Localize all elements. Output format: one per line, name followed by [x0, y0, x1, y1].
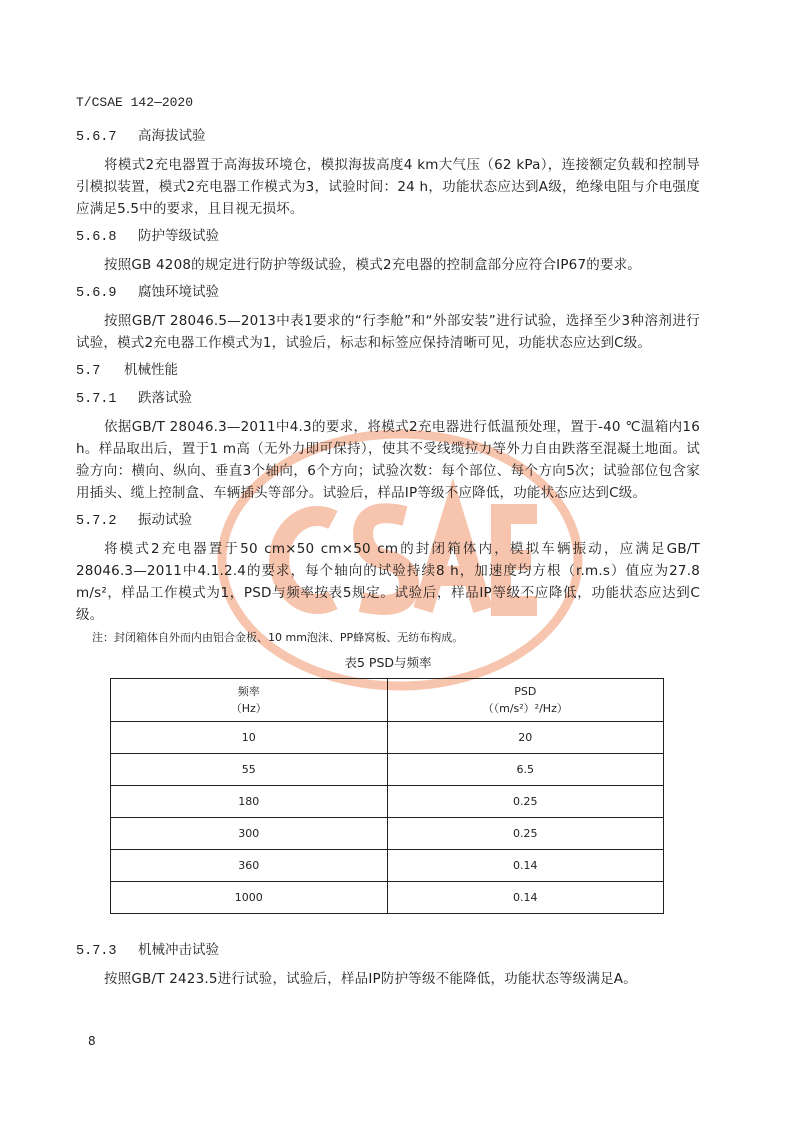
- cell-psd: 0.25: [387, 818, 664, 850]
- table-row: [111, 850, 664, 882]
- paragraph: 按照GB 4208的规定进行防护等级试验，模式2充电器的控制盒部分应符合IP67的要求。: [104, 257, 642, 273]
- header-frequency: 频率 （Hz）: [111, 679, 388, 722]
- psd-frequency-table: [110, 678, 664, 914]
- cell-psd: 0.14: [387, 882, 664, 914]
- note: 注：封闭箱体自外而内由铝合金板、10 mm泡沫、PP蜂窝板、无纺布构成。: [92, 631, 464, 644]
- paragraph: 将模式2充电器置于高海拔环境仓，模拟海拔高度4 km大气压（62 kPa），连接额定负载和控制导引模拟装置，模式2充电器工作模式为3，试验时间：24 h，功能状态应达到A级，绝缘电阻与介电强度应满足5.5中的要求，且目视无损坏。: [76, 157, 700, 217]
- cell-frequency: 180: [111, 786, 388, 818]
- page-number: 8: [88, 1034, 96, 1048]
- section-heading: 5.7.1 跌落试验: [76, 390, 192, 407]
- paragraph: 按照GB/T 28046.5—2013中表1要求的“行李舱”和“外部安装”进行试验，选择至少3种溶剂进行试验，模式2充电器工作模式为1，试验后，标志和标签应保持清晰可见，功能状态应达到C级。: [76, 313, 700, 351]
- table-row: [111, 722, 664, 754]
- table-row: [111, 818, 664, 850]
- paragraph: 依据GB/T 28046.3—2011中4.3的要求，将模式2充电器进行低温预处理，置于-40 ℃温箱内16 h。样品取出后，置于1 m高（无外力即可保持），使其不受线缆拉力等外力自由跌落至混凝土地面。试验方向：横向、纵向、垂直3个轴向，6个方向；试验次数：每个部位、每个方向5次；试验部位包含家用插头、缆上控制盒、车辆插头等部分。试验后，样品IP等级不应降低，功能状态应达到C级。: [76, 419, 700, 501]
- section-heading: 5.7.2 振动试验: [76, 512, 192, 529]
- section-heading: 5.6.9 腐蚀环境试验: [76, 284, 219, 301]
- section-heading: 5.7.3 机械冲击试验: [76, 942, 219, 959]
- table-row: [111, 754, 664, 786]
- header-psd: PSD （（m/s²）²/Hz）: [387, 679, 664, 722]
- section-heading: 5.6.7 高海拔试验: [76, 128, 206, 145]
- cell-psd: 6.5: [387, 754, 664, 786]
- cell-frequency: 55: [111, 754, 388, 786]
- cell-frequency: 360: [111, 850, 388, 882]
- document-header: T/CSAE 142—2020: [76, 95, 194, 110]
- table-row: [111, 882, 664, 914]
- table-caption: 表5 PSD与频率: [344, 655, 432, 670]
- cell-psd: 20: [387, 722, 664, 754]
- cell-frequency: 1000: [111, 882, 388, 914]
- document-body: [76, 94, 700, 994]
- section-heading: 5.7 机械性能: [76, 362, 178, 379]
- table-row: [111, 786, 664, 818]
- cell-frequency: 10: [111, 722, 388, 754]
- cell-psd: 0.14: [387, 850, 664, 882]
- cell-frequency: 300: [111, 818, 388, 850]
- cell-psd: 0.25: [387, 786, 664, 818]
- paragraph: 按照GB/T 2423.5进行试验，试验后，样品IP防护等级不能降低，功能状态等级满足A。: [104, 971, 637, 987]
- section-heading: 5.6.8 防护等级试验: [76, 228, 219, 245]
- table-header-row: [111, 679, 664, 722]
- paragraph: 将模式2充电器置于50 cm×50 cm×50 cm的封闭箱体内，模拟车辆振动，应满足GB/T 28046.3—2011中4.1.2.4的要求，每个轴向的试验持续8 h，加速度均方根（r.m.s）值应为27.8 m/s²，样品工作模式为1，PSD与频率按表5规定。试验后，样品IP等级不应降低，功能状态应达到C级。: [76, 541, 700, 623]
